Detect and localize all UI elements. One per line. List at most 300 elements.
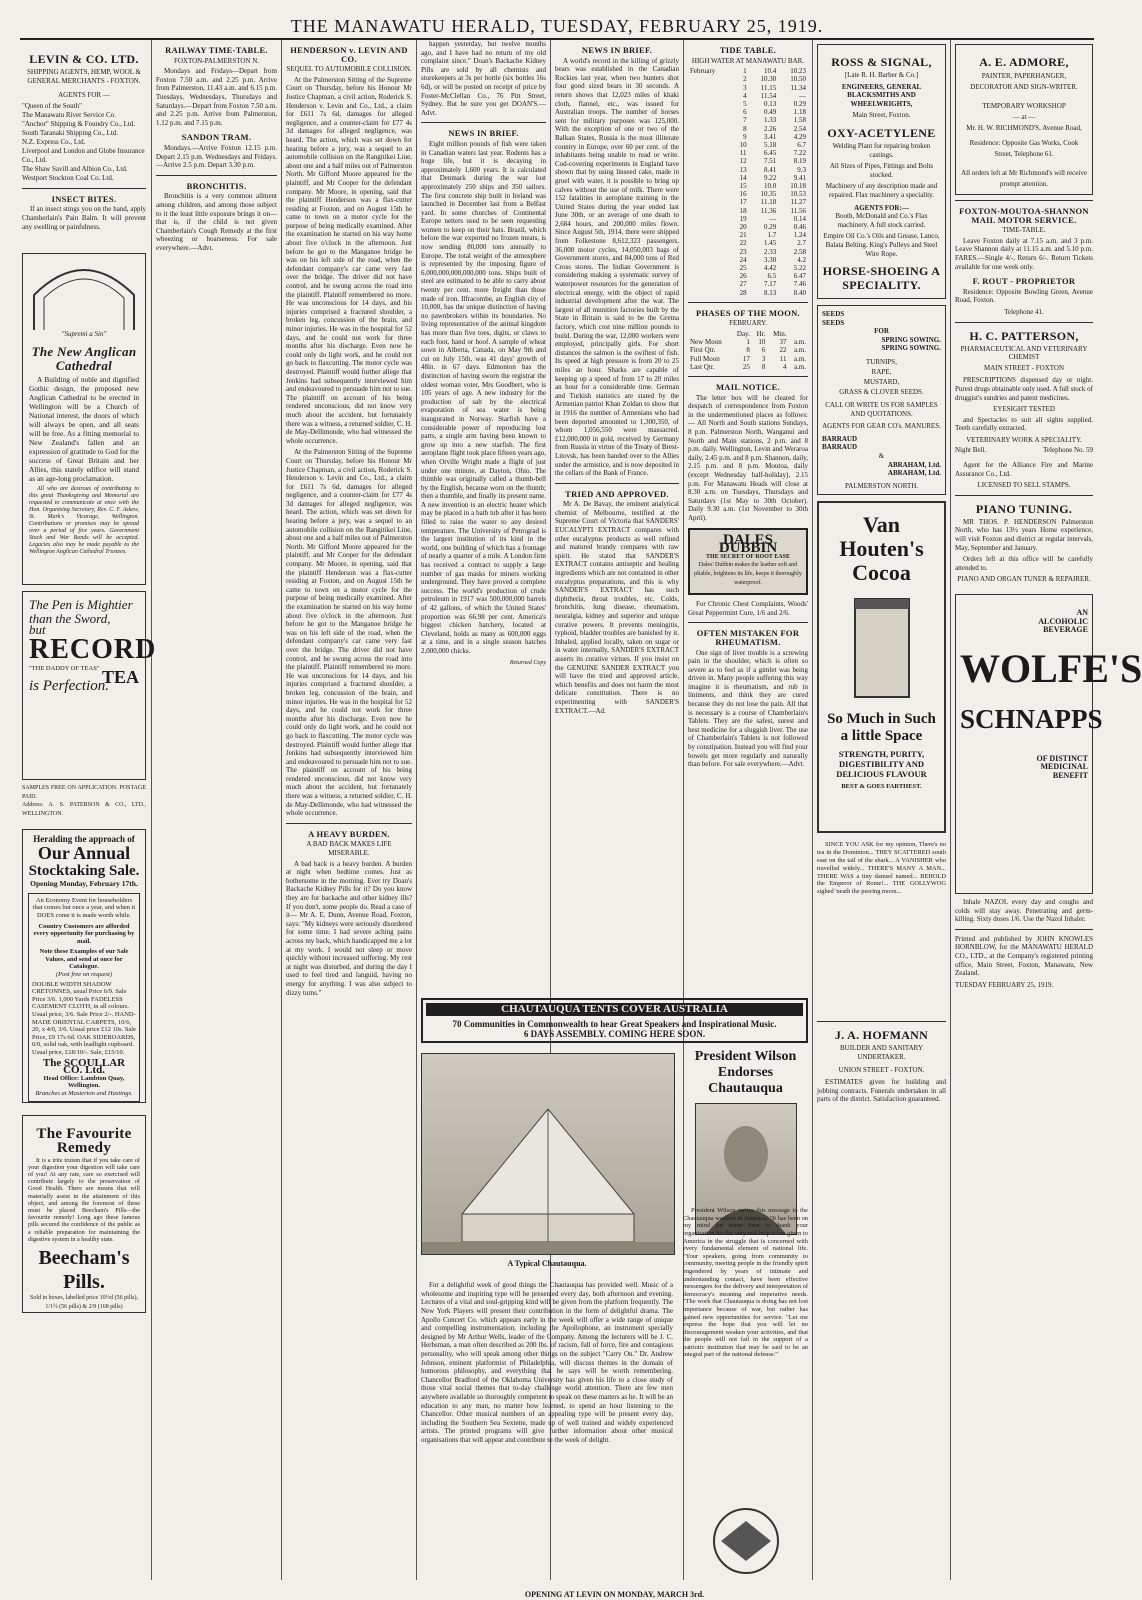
mail-motor-timetable: TIME-TABLE.: [1002, 226, 1046, 235]
van-1: Van: [862, 512, 901, 538]
tide-cell: 4: [743, 91, 747, 100]
levin-title: LEVIN & CO. LTD.: [29, 52, 139, 66]
sale-items: DOUBLE WIDTH SHADOW CRETONNES, usual Price 6/9. Sale Price 3/6. 1,000 Yards FADELESS CASEMENT CLOTH, in all colours. Usual price, 3/6. Sale Price 2/-. HAND-MADE ORIENTAL CARPETS, 10/6, 20, x 4/0, 3/6. Usual price £12 10s. Sale Price, £9 17s 6d. OAK SIDEBOARDS, 6/0, solid oak, with leadlight cupboard. Usual price, £18/10/-. Sale, £15/10.: [32, 980, 136, 1056]
moon-month: FEBRUARY.: [729, 319, 767, 328]
piano-title: PIANO TUNING.: [975, 501, 1073, 516]
tide-month: [688, 141, 732, 149]
van-best: BEST & GOES FARTHEST.: [841, 783, 922, 791]
column-rule: [151, 40, 152, 1580]
agent-item: N.Z. Express Co., Ltd.: [22, 137, 86, 146]
agent-item: The Manawatu River Service Co.: [22, 110, 116, 119]
tide-cell: 15: [739, 182, 747, 191]
tide-row: [688, 166, 808, 174]
night-bell-row: [955, 446, 1093, 455]
masthead: THE MANAWATU HERALD, TUESDAY, FEBRUARY 25, 1919.: [20, 14, 1094, 40]
tide-cell: 3.30: [764, 255, 777, 264]
case-subtitle: SEQUEL TO AUTOMOBILE COLLISION.: [286, 65, 412, 74]
tide-row: [688, 182, 808, 190]
barraud-1: BARRAUD: [822, 434, 857, 443]
van-strength: STRENGTH, PURITY, DIGESTIBILITY AND DELICIOUS FLAVOUR: [836, 749, 927, 780]
tide-cell: 9.3: [797, 165, 806, 174]
tide-month: [688, 239, 732, 247]
admore-title: A. E. ADMORE,: [979, 55, 1069, 69]
cathedral-title: The New Anglican Cathedral: [31, 343, 137, 373]
tent-illustration: [422, 1054, 674, 1254]
admore-ad: [955, 44, 1093, 195]
moon-cell: 25: [742, 362, 750, 371]
licensed-stamps: LICENSED TO SELL STAMPS.: [977, 481, 1071, 490]
agent-item: Liverpool and London and Globe Insurance Co., Ltd.: [22, 146, 145, 164]
mail-notice-text: The letter box will be cleared for despatch of correspondence from Foxton in the undermentioned places as follows:— All North and South stations Sundays, 8 p.m. Palmerston North, Wanganui and North and Main stations, 2 p.m. and 8 p.m. daily. Wellington, Levin and Weraroa daily, 2.45 p.m. and 8 p.m. Shannon, daily, 2.15 p.m. and 8 p.m. Moutoa, daily (except Wednesday half-holiday), 2.15 p.m. For Manawatu Heads will close at 8.30 a.m. on Tuesdays, Thursdays and Saturdays (1st May to 30th October). Daily 9.30 a.m. (1st November to 30th April).: [688, 393, 808, 522]
tide-month: [688, 125, 732, 133]
wolfe-medicinal: OF DISTINCT MEDICINAL BENEFIT: [1036, 753, 1088, 780]
moon-cell: a.m.: [793, 362, 806, 371]
moon-header-cell: Day.: [736, 330, 750, 339]
doan-continued-text: happen yesterday, but twelve months ago, and I have had no return of my old complaint since." Doan's Backache Kidney Pills are sold by all chemists and storekeepers at 3s per bottle (six bottles 16s 6d), or will be posted on receipt of price by Foster-McClellan Co., 76 Pitt Street, Sydney. But be sure you get DOAN'S.—Advt.: [421, 40, 546, 117]
column-4: [421, 40, 546, 990]
tide-month: [688, 75, 732, 83]
tide-cell: 10.18: [790, 182, 806, 191]
wolfe-verses-text: SINCE YOU ASK for my opinion, There's no tea in the Dominion... THEY SCATTERED south east on the tail of the shark... A VANISHER who travelled widely... THERE'S MANY A MAN... THERE WAS a tiny damsel named... BEHOLD the Emperor of Rome!... THE GOLLYWOG sighed 'neath the peering moon...: [817, 841, 946, 896]
tide-row: [688, 157, 808, 165]
wolfe-name: WOLFE'S: [960, 645, 1142, 691]
tea-brand: RECORD: [29, 633, 157, 665]
news-in-brief-title: NEWS IN BRIEF.: [448, 128, 519, 139]
agent-item: South Taranaki Shipping Co., Ltd.: [22, 128, 119, 137]
moon-cell: First Qtr.: [690, 346, 716, 355]
cathedral-text: A Building of noble and dignified Gothic design, the proposed new Anglican Cathedral to be erected in Wellington will be a Church of National interest, the doors of which will always be open, and all seats will be free. As a fitting memorial to New Zealand's fallen and an expression of gratitude to God for the success of Great Britain and her Allies, this stately edifice will stand as an age-long proclamation.: [29, 374, 139, 483]
oxy-title: OXY-ACETYLENE: [827, 125, 936, 140]
tide-cell: 22: [739, 239, 747, 248]
tide-cell: 9.41: [793, 173, 806, 182]
admore-at: — at —: [1012, 113, 1036, 121]
bronchitis-text: Bronchitis is a very common ailment among children, and among those subject to it the least little exposure brings it on—that is, if the child is not given Chamberlain's Cough Remedy at the first wheezing or hoarseness. For sale everywhere.—Advt.: [156, 192, 277, 252]
railway-text: Mondays and Fridays—Depart from Foxton 7.50 a.m. and 2.25 p.m. Arrive from Palmerston, 11.43 a.m. and 6.15 p.m. Tuesdays, Wednesdays, Thursdays and Saturdays.—Depart from Foxton 7.50 a.m. and 2.25 p.m. Arrive from Palmerston, 1.12 p.m. and 7.15 p.m.: [156, 67, 277, 127]
tide-cell: 2.58: [793, 247, 806, 256]
tide-cell: 11.34: [790, 83, 806, 92]
tide-month: [688, 190, 732, 198]
chautauqua-body: [421, 1281, 673, 1581]
call-write: CALL OR WRITE US FOR SAMPLES AND QUOTATIONS.: [825, 401, 938, 418]
tide-cell: 8.13: [764, 288, 777, 297]
burden-subtitle: A BAD BACK MAKES LIFE MISERABLE.: [306, 840, 392, 858]
moon-cell: a.m.: [793, 338, 806, 347]
tide-month: [688, 289, 732, 297]
burden-text: A bad back is a heavy burden. A burden at night when bedtime comes. Just as bothersome in the morning. Ever try Doan's Backache Kidney Pills for it? Do you know they are for backache and other kidney ills? If you don't, some people do. Read a case of it— Mr A. E. Dunn, Avenue Road, Foxton, says: "My kidneys were seriously disordered for some time. I had severe aching pains across my back, which handicapped me a lot at my work. I would not sleep or move quickly without increased suffering. My rest at night was disturbed, and during the day I used to feel tired and languid, having no energy for anything. I was also subject to dizzy turns.": [286, 859, 412, 997]
news-in-brief-2-title: NEWS IN BRIEF.: [581, 45, 653, 55]
tide-row: [688, 239, 808, 247]
sale-economy: An Economy Event for householders that comes but once a year, and when it DOES come it is made worth while.: [32, 896, 136, 919]
levin-subtitle: SHIPPING AGENTS, HEMP, WOOL & GENERAL MERCHANTS - FOXTON.: [27, 68, 141, 85]
tide-cell: 1.33: [764, 116, 777, 125]
tide-cell: 2.26: [764, 124, 777, 133]
moon-row: [688, 338, 808, 346]
chautauqua-header: [421, 998, 808, 1043]
tide-cell: 23: [739, 247, 747, 256]
tide-cell: 2.54: [793, 124, 806, 133]
dales-subtitle: THE SECRET OF ROOT EASE: [706, 553, 790, 560]
wilson-message-text: President Wilson writes this message to the Chautauqua workers of America: "It has been on my mind for some time to thank your organisation for the very real help it has given to America in the struggle that is concerned with every fundamental element of national life. "Your speakers, going from community to community, meeting people in the friendly spirit engendered by years of intimate and understanding contact, have been effective messengers for the delivery and interpretation of democracy's meaning and imperative needs. "The work that Chautauqua is doing has not lost importance because of war, but rather has gained new opportunities for service. "Let me express the hope that you will let no discouragement weaken your activities, and that the people will not fail in the support of a patriotic institution that may be said to be an integral part of the national defense.": [683, 1207, 808, 1359]
tide-cell: 20: [739, 223, 747, 232]
tide-cell: 11: [739, 149, 747, 158]
moon-cell: 10: [758, 338, 766, 347]
tide-month: [688, 157, 732, 165]
dales-text: Dales' Dubbin makes the leather soft and pliable, brightens its life, keeps it thoroughly waterproof.: [694, 562, 802, 586]
abraham-2: ABRAHAM, Ltd.: [887, 469, 941, 478]
tide-row: [688, 248, 808, 256]
bronchitis-title: BRONCHITIS.: [186, 180, 247, 191]
tide-cell: 4.42: [764, 264, 777, 273]
alliance-agent: Agent for the Alliance Fire and Marine Assurance Co., Ltd.: [955, 461, 1093, 478]
tea-address: Address: A. S. PATERSON & CO., LTD., WELLINGTON.: [22, 802, 146, 817]
tide-cell: 8.19: [793, 157, 806, 166]
insect-bites-text: If an insect stings you on the hand, apply Chamberlain's Pain Balm. It will prevent any swelling or painfulness.: [22, 205, 146, 231]
tide-cell: 3.41: [764, 132, 777, 141]
wolfe-verses: [817, 841, 946, 1016]
tide-month: [688, 92, 732, 100]
tide-row: [688, 272, 808, 280]
sale-heralding: Heralding the approach of: [33, 833, 135, 844]
tide-row: [688, 198, 808, 206]
tide-row: [688, 190, 808, 198]
railway-subtitle: FOXTON-PALMERSTON N.: [173, 56, 260, 65]
tide-cell: 5.22: [793, 264, 806, 273]
tide-cell: 6.45: [764, 149, 777, 158]
seeds-2: SEEDS: [822, 318, 845, 327]
patterson-street: MAIN STREET - FOXTON: [983, 363, 1065, 372]
tide-row: [688, 215, 808, 223]
tide-cell: 9: [743, 132, 747, 141]
cocoa-tin-icon: [847, 593, 917, 703]
nazol-text: Inhale NAZOL every day and coughs and colds will stay away. Penetrating and germ-killing. Sixty doses 1/6. Use the Nazol Inhaler.: [955, 898, 1093, 924]
oxy-text: Welding Plant for repairing broken castings.: [832, 141, 931, 159]
cathedral-small-print: All who are desirous of contributing to this great Thanksgiving and Memorial are requested to communicate at once with the Hon. Organising Secretary, Rev. C. F. Askew, St. Mark's Vicarage, Wellington. Contributions or promises may be spread over a period of five years. Government Stock and War Bonds will be accepted. Legacies also may be made payable to the Wellington Anglican Cathedral Trustees.: [29, 485, 139, 555]
tide-cell: 7.51: [764, 157, 777, 166]
telephone-number: Telephone No. 59: [1043, 446, 1093, 455]
tide-row: [688, 141, 808, 149]
abraham-1: ABRAHAM, Ltd.: [887, 460, 941, 469]
tide-cell: 19: [739, 214, 747, 223]
moon-cell: 11: [779, 354, 787, 363]
tide-month: [688, 272, 732, 280]
tide-cell: 8.40: [793, 288, 806, 297]
beecham-ad: [22, 1115, 146, 1313]
seeds-for: FOR: [874, 327, 889, 336]
wilson-message: [683, 1207, 808, 1497]
tried-approved-text: Mr A. De Bavay, the eminent analytical chemist of Melbourne, testified at the Supreme Court of Victoria that SANDERS' EUCALYPTI EXTRACT compares with other eucalyptus products as well refined and matured brandy compares with raw spirit. He stated that SANDER'S EXTRACT contains antiseptic and healing ingredients which are not contained in other eucalyptus preparations, and this is why SANDER'S EXTRACT has such diphtheria, throat troubles, etc. Colds, bronchitis, lung disease, rheumatism, neuralgia, kidney and superior and unique curative powers. It prevents meningitis, typhoid, bladder troubles are banished by it. Inhaled, applied locally, taken on sugar or in water internally, SANDER'S EXTRACT asserts its curative virtues. If you insist on the GENUINE SANDER EXTRACT you will have the tried and approved article, which benefits and does not harm the most delicate constitution. There is no experimenting with SANDER'S EXTRACT.—Ad.: [555, 500, 679, 715]
tide-cell: 6.5: [767, 272, 777, 281]
barraud-seeds-ad: [817, 305, 946, 495]
moon-row: [688, 346, 808, 354]
spectacles-text: and Spectacles to suit all sights supplied. Teeth carefully extracted.: [955, 415, 1093, 433]
tide-row: [688, 149, 808, 157]
tide-month: [688, 174, 732, 182]
tide-cell: 1.18: [793, 108, 806, 117]
moon-header-cell: [688, 330, 731, 338]
chautauqua-line-2: 6 DAYS ASSEMBLY. COMING HERE SOON.: [523, 1028, 706, 1039]
chautauqua-photo-caption: A Typical Chautauqua.: [507, 1259, 587, 1269]
rheumatism-text: One sign of liver trouble is a screwing pain in the shoulder, which is often so severe as to feel as if a gimlet was being driven in. Many people suffering this way imagine it is rheumatism, and rub in liniments, and think they are cured because they do not lose the pain. All that is necessary is a course of Chamberlain's Tablets. They are the safest, surest and best medicine for a sluggish liver. The use of Chamberlain's Tablets is not followed by constipation. Instead you will find your bowels get more regularly and naturally than before. For sale everywhere.—Advt.: [688, 648, 808, 769]
moon-cell: a.m.: [793, 346, 806, 355]
tide-cell: 25: [739, 264, 747, 273]
ross-agents-text: Booth, McDonald and Co.'s Flax machinery. A full stock carried.: [835, 212, 928, 229]
tide-cell: 4.2: [797, 255, 806, 264]
tide-month: [688, 231, 732, 239]
tide-month: [688, 198, 732, 206]
dales-dubbin-ad: [688, 528, 808, 596]
veterinary-work: VETERINARY WORK A SPECIALITY.: [966, 435, 1082, 444]
hofmann-text: ESTIMATES given for building and jobbing contracts. Funerals undertaken in all parts of the district. Satisfaction guaranteed.: [817, 1078, 946, 1104]
tide-cell: 11.56: [790, 206, 806, 215]
agents-for-label: AGENTS FOR —: [58, 91, 110, 100]
tide-cell: 1: [743, 67, 747, 76]
moon-header-cell: Min.: [773, 330, 787, 339]
barraud-ampersand: &: [878, 452, 885, 461]
tide-cell: 10.0: [764, 182, 777, 191]
sale-company: The SCOULLAR CO. Ltd.: [42, 1056, 126, 1077]
beecham-sold: Sold in boxes, labelled price 10½d (56 pills), 1/1½ (56 pills) & 2/9 (168 pills): [30, 1294, 138, 1310]
spring-sowing-2: SPRING SOWING.: [881, 344, 941, 353]
beecham-text: It is a trite truism that if you take care of your digestion your digestion will take care of you! At any rate, care so exercised will contribute largely to the preservation of Good Health. There are means that will materially assist in the attainment of this object, and among the foremost of these must be placed Beecham's Pills—the favourite remedy! Long ago these famous pills secured the confidence of the public as a reliable preparation for maintaining the digestive system in a healthy state.: [28, 1156, 140, 1243]
tide-cell: 11.15: [760, 83, 777, 92]
agent-item: Westport Stockton Coal Co. Ltd.: [22, 173, 114, 182]
tide-cell: 7: [743, 116, 747, 125]
tide-cell: 24: [739, 255, 747, 264]
admore-residence: Residence: Opposite Gas Works, Cook Street, Telephone 61.: [969, 139, 1079, 158]
seed-item: TURNIPS,: [866, 358, 897, 367]
case-text: At the Palmerston Sitting of the Supreme Court on Thursday, before his Honour Mr Justice Chapman, a civil action, Roderick S. Henderson v. Levin and Co., Ltd., a claim for £611 7s 6d, damages for alleged negligence, and a counter-claim for £77 4s 3d damages for alleged negligence, was heard. The action, which was set down for hearing before a jury, was a sequel to an automobile collision on the Rangitikei Line, about one and a half miles out of Palmerston North. Mr Gifford Moore appeared for the plaintiff, and Mr Cooper for the defendant company. Mr Moore, in opening, said that the plaintiff Henderson was a flax-cutter residing at Foxton, and on August 15th he came to town on a motor cycle for the purpose of being medically examined. After the examination he started on his way home about five o'clock in the afternoon. Just before he got to the Manganoe bridge he was on his left side of the road, when the defendant company's car came very fast over the bridge. The driver did not have control, and he swung across the road into the plaintiff. Plaintiff remembered no more. He was unconscious for 14 days, and his injuries comprised a fractured shoulder, a broken leg, concussion of the brain, and minor injuries. He was in the hospital for 52 days, and he could not work for three months after his discharge. Even now he could only do light work, and he could not go back to flaxcutting. The motor cycle was destroyed. Plaintiff would further allege that Jenkins had subsequently interviewed him and endeavoured to persuade him not to sue. The plaintiff on account of his being rendered unconscious, did not know very much about the accident, but fortunately there was a witness, a returned soldier, C. H. de May-Dellimonde, who had witnessed the whole occurrence.: [286, 75, 412, 445]
admore-temp: TEMPORARY WORKSHOP: [982, 102, 1066, 110]
tide-cell: 0.29: [793, 100, 806, 108]
tide-row: [688, 223, 808, 231]
tide-month: [688, 166, 732, 174]
admore-orders: All orders left at Mr Richmond's will receive prompt attention.: [961, 169, 1087, 188]
news-in-brief-2-text: A world's record in the killing of grizzly bears was established in the Canadian Rockies last year, when two hunters shot four good sized bears in 30 seconds. A return shows that 12,023 miles of khaki cloth, flannel, etc., was issued for Australian troops. The number of horses sent for military purposes was 125,000. With the exception of one or two of the Balkan States, Russia is the most illiterate country in Europe, over 60 per cent. of the inhabitants being unable to read or write. Cod-covering experiments in England have shown that by using linseed cake, made in gruel with water, it is possible to bring up calves without the use of milk. There were 152 fatalities in aeroplane training in the United States during the year ended last June 30th, or an average of one death to 2,684 hours, and 200,000 miles flown. Since August 5th, 1914, there were shipped from Folkestone 8,612,323 passengers, 36,000 motor cycles, 14,050,003 bags of Government stores, and 84,000 tons of Red Cross stores. The Indian Government is considering making a systematic survey of waterpower resources for the generation of electrical energy, with the object of rapid industrial development after the war. The largest of all munition factories built by the State in Britain is said to be the Gretna factory, which cost nine million pounds to build. During the war, 12,000 workers were employed, principally girls. For short distances the salmon is the swiftest of fish. Its speed at high pressure is from 20 to 25 miles an hour. Sharks are capable of keeping up a speed of from 17 to 20 miles an hour for a considerable time. German and Turkish statistics are stated by the Armenian patriot Khan Zoldan to show that in 1916 the number of Armenians who had been deported amounted to 1,300,350, of whom 1,056,550 were massacred. £12,000,000 in gold, received by Germany from Russia in virtue of the Treaty of Brest-Litovsk, has been handed over to the Allies under the armistice, and is now deposited in the cellars of the Bank of France.: [555, 56, 679, 478]
tea-samples: SAMPLES FREE ON APPLICATION. POSTAGE PAID.: [22, 785, 146, 800]
tide-row: [688, 108, 808, 116]
tide-cell: 10.50: [790, 75, 806, 84]
tide-row: [688, 280, 808, 288]
tide-row: [688, 125, 808, 133]
moon-row: [688, 363, 808, 371]
chautauqua-body-text: For a delightful week of good things the Chautauqua has provided well. Music of a wholesome and inspiring type will be presented every day, both afternoon and evening. Lectures of a vital and soul-gripping kind will be given from the platform frequently. The New York Players will present their contribution in the form of delightful drama. The Apollo Concert Co. which appears early in the week will offer a wide range of unique and compelling instrumentation, including the Apollophone, an instrument specially designed by Mr Arthur Wells, leader of the Company. Among the lecturers will be J. C. Herbsman, a man often described as 200 lbs. of racism, full of force, fire and contagious personality, who will speak among other things on the subject "Carry On." Dr. Andrew Johnson, eminent platformist of Philadelphia, will discuss themes in the domain of humorous philosophy, and everything that he says will be worth remembering. Chancellor Bradford of the Oklahoma University has given his life to a close study of those vital social themes that to-day challenge world attention. There are few men anywhere available so thoroughly competent to speak on these matters as he. It will be an education to any man, no matter how learned, to spend an hour listening to the Chancellor. Other musical numbers of an appealing type will be present every day, including the Southern Sea Sextette, made up of well trained and widely experienced artists. The printed programs will give further information about other musical organisations that will appear and contribute to the week of delight.: [421, 1281, 673, 1444]
tide-cell: —: [769, 214, 777, 223]
moon-header-cell: Hr.: [756, 330, 766, 339]
piano-orders: Orders left at this office will be carefully attended to.: [955, 555, 1093, 572]
van-2: Houten's: [839, 536, 924, 562]
hofmann-subtitle: BUILDER AND SANITARY UNDERTAKER.: [839, 1044, 924, 1061]
insect-bites-title: INSECT BITES.: [51, 193, 117, 204]
gothic-arch-illustration: [29, 260, 139, 330]
column-rule: [281, 40, 282, 1580]
tide-month: [688, 182, 732, 190]
tide-row: [688, 100, 808, 108]
van-much: So Much in Such a little Space: [827, 711, 936, 745]
agent-item: "Queen of the South": [22, 101, 82, 110]
moon-row: [688, 355, 808, 363]
tide-cell: 1.7: [767, 231, 777, 240]
tide-cell: 3: [743, 83, 747, 92]
beecham-title: The Favourite Remedy: [36, 1125, 132, 1156]
tide-cell: 0.14: [793, 214, 806, 223]
case-title: HENDERSON v. LEVIN AND CO.: [290, 45, 408, 64]
tide-row: [688, 289, 808, 297]
wilson-title: President Wilson Endorses Chautauqua: [694, 1049, 797, 1097]
night-bell: Night Bell.: [955, 446, 987, 455]
tide-cell: 4.29: [793, 132, 806, 141]
wolfe-schnapps: SCHNAPPS: [960, 703, 1103, 734]
moon-cell: 3: [761, 354, 766, 363]
tide-cell: 10.4: [764, 67, 777, 76]
tea-perfection: is Perfection.: [29, 677, 109, 694]
sale-title-2: Stocktaking Sale.: [28, 863, 140, 880]
column-rule: [416, 40, 417, 1580]
railway-title: RAILWAY TIME-TABLE.: [165, 45, 268, 55]
tea-slogan: The Pen is Mightier than the Sword,: [29, 597, 133, 627]
column-6: [688, 40, 808, 990]
agent-item: The Shaw Savill and Albion Co., Ltd.: [22, 164, 128, 173]
moon-cell: 4: [782, 362, 787, 371]
tide-cell: 1.24: [793, 231, 806, 240]
moon-cell: Last Qtr.: [690, 362, 715, 371]
moon-cell: New Moon: [690, 338, 722, 347]
piano-tuner: PIANO AND ORGAN TUNER & REPAIRER.: [957, 575, 1091, 584]
sale-free: (Post free on request): [55, 971, 113, 979]
mail-notice-title: MAIL NOTICE.: [715, 382, 781, 393]
ross-street: Main Street, Foxton.: [852, 111, 911, 120]
tide-cell: 1.45: [764, 239, 777, 248]
tide-cell: 2: [743, 75, 747, 84]
dales-brand: DALES DUBBIN: [718, 531, 778, 557]
sale-note: Note these Examples of our Sale Values, and send at once for Catalogue.: [39, 948, 129, 971]
column-8: [955, 40, 1142, 1585]
moon-cell: 8: [761, 362, 766, 371]
tide-cell: 2.33: [764, 247, 777, 256]
tide-month: [688, 256, 732, 264]
tide-cell: 11.27: [790, 198, 806, 207]
patterson-title: H. C. PATTERSON,: [969, 328, 1079, 343]
tide-cell: 2.7: [797, 239, 806, 248]
ross-title: ROSS & SIGNAL,: [831, 55, 932, 69]
case-text-continued: At the Palmerston Sitting of the Supreme Court on Thursday, before his Honour Mr Justice Chapman, a civil action, Roderick S. Henderson v. Levin and Co., Ltd., a claim for £611 7s 6d, damages for alleged negligence, and a counter-claim for £77 4s 3d damages for alleged negligence, was heard. The action, which was set down for hearing before a jury, was a sequel to an automobile collision on the Rangitikei Line, about one and a half miles out of Palmerston North. Mr Gifford Moore appeared for the plaintiff, and Mr Cooper for the defendant company. Mr Moore, in opening, said that the plaintiff Henderson was a flax-cutter residing at Foxton, and on August 15th he came to town on a motor cycle for the purpose of being medically examined. After the examination he started on his way home about five o'clock in the afternoon. Just before he got to the Manganoe bridge he was on his left side of the road, when the defendant company's car came very fast over the bridge. The driver did not have control, and he swung across the road into the plaintiff. Plaintiff remembered no more. He was unconscious for 14 days, and his injuries comprised a fractured shoulder, a broken leg, concussion of the brain, and minor injuries. He was in the hospital for 52 days, and he could not work for three months after his discharge. Even now he could only do light work, and he could not go back to flaxcutting. The motor cycle was destroyed. Plaintiff would further allege that Jenkins had subsequently interviewed him and endeavoured to persuade him not to sue. The plaintiff on account of his being rendered unconscious, did not know very much about the accident, but fortunately there was a witness, a returned soldier, C. H. de May-Dellimonde, who had witnessed the whole occurrence.: [286, 448, 412, 818]
tide-cell: 7.17: [764, 280, 777, 289]
tried-approved-title: TRIED AND APPROVED.: [565, 488, 669, 499]
tide-cell: 18: [739, 206, 747, 215]
tide-cell: 10.35: [760, 190, 777, 199]
sandon-title: SANDON TRAM.: [181, 132, 252, 143]
rout-residence: Residence: Opposite Bowling Green, Avenue Road, Foxton.: [955, 287, 1093, 305]
eagle-seal-icon: [701, 1501, 791, 1581]
tide-row: [688, 256, 808, 264]
tide-cell: 28: [739, 288, 747, 297]
piano-text: MR THOS. P. HENDERSON Palmerston North, who has 13½ years Home experience, will visit Foxton and district at regular intervals, May, September and January.: [955, 517, 1093, 552]
tide-cell: 8.41: [764, 165, 777, 174]
ross-trade: ENGINEERS, GENERAL BLACKSMITHS AND WHEELWRIGHTS,: [841, 82, 922, 108]
admore-trade: PAINTER, PAPERHANGER, DECORATOR AND SIGN-WRITER.: [970, 72, 1078, 91]
rout-title: F. ROUT - PROPRIETOR: [972, 276, 1076, 287]
chautauqua-footer: OPENING AT LEVIN ON MONDAY, MARCH 3rd.: [524, 1590, 705, 1600]
tide-table: [688, 67, 808, 297]
moon-table: [688, 330, 808, 371]
patterson-trade: PHARMACEUTICAL AND VETERINARY CHEMIST: [960, 344, 1088, 362]
barraud-2: BARRAUD: [822, 443, 857, 452]
seeds-1: SEEDS: [822, 310, 845, 319]
tide-cell: 11.54: [760, 91, 777, 100]
tide-cell: 7.22: [793, 149, 806, 158]
tide-cell: 11.36: [760, 206, 777, 215]
tide-month: [688, 215, 732, 223]
tide-subtitle: HIGH WATER AT MANAWATU BAR.: [691, 56, 805, 65]
scoullar-sale-ad: [22, 829, 146, 1103]
tide-cell: 8: [743, 124, 747, 133]
chautauqua-line-1: 70 Communities in Commonwealth to hear Great Speakers and Inspirational Music.: [452, 1018, 777, 1029]
palmerston-north: PALMERSTON NORTH.: [844, 481, 919, 490]
tide-cell: 21: [739, 231, 747, 240]
seed-item: GRASS & CLOVER SEEDS.: [839, 388, 924, 397]
ross-agents-for: AGENTS FOR:—: [854, 203, 909, 212]
tide-cell: 27: [739, 280, 747, 289]
chautauqua-tent-photo: [421, 1053, 675, 1255]
moon-title: PHASES OF THE MOON.: [696, 307, 800, 318]
moon-header-cell: [788, 330, 808, 338]
van-houten-ad: [817, 501, 946, 833]
tide-row: [688, 75, 808, 83]
tide-month: [688, 264, 732, 272]
tide-row: [688, 231, 808, 239]
tide-month: [688, 116, 732, 124]
tide-cell: 6: [743, 108, 747, 117]
moon-cell: 37: [779, 338, 787, 347]
sale-inner-box: [28, 893, 140, 1102]
column-rule: [950, 40, 951, 1580]
tide-month: [688, 133, 732, 141]
moon-cell: 1: [746, 338, 750, 347]
cathedral-motto: "Supremi a Sin": [61, 330, 107, 339]
tea-daddy: "THE DADDY OF TEAS": [29, 664, 100, 672]
gear-manures: AGENTS FOR GEAR CO's. MANURES.: [822, 422, 941, 431]
empire-text: Empire Oil Co.'s Oils and Grease, Lanco, Balata Belting. King's Pulleys and Steel Wire Rope.: [823, 232, 940, 258]
column-rule: [812, 40, 813, 1580]
van-3: Cocoa: [852, 560, 911, 586]
hofmann-street: UNION STREET - FOXTON.: [838, 1065, 925, 1074]
chautauqua-banner: CHAUTAUQUA TENTS COVER AUSTRALIA: [426, 1003, 803, 1016]
oxy-sizes: All Sizes of Pipes, Fittings and Bolts stocked.: [829, 162, 934, 179]
moon-cell: 6: [761, 346, 766, 355]
tide-cell: 1.58: [793, 116, 806, 125]
sale-opening: Opening Monday, February 17th.: [30, 879, 138, 889]
tide-cell: 0.46: [793, 223, 806, 232]
wolfe-schnapps-ad: [955, 594, 1142, 894]
tide-month: [688, 100, 732, 108]
tea-but: but: [29, 622, 46, 638]
tide-cell: 0.29: [764, 223, 777, 232]
tide-cell: 0.49: [764, 108, 777, 117]
tide-cell: 6.7: [797, 141, 806, 150]
tide-cell: —: [799, 91, 806, 100]
tide-month: February: [690, 67, 716, 76]
column-3: [286, 40, 412, 1585]
rout-telephone: Telephone 41.: [1004, 307, 1044, 316]
tide-row: [688, 67, 808, 75]
tide-month: [688, 280, 732, 288]
moon-cell: 8: [746, 346, 750, 355]
column-1: [22, 40, 157, 1585]
tide-month: [688, 248, 732, 256]
patterson-text: PRESCRIPTIONS dispensed day or night. Purest drugs obtainable only used. A full stock of druggist's sundries and patent medicines.: [955, 376, 1093, 402]
moon-cell: 17: [742, 354, 750, 363]
sale-title-1: Our Annual: [37, 843, 131, 864]
tide-cell: 10.23: [790, 67, 806, 76]
